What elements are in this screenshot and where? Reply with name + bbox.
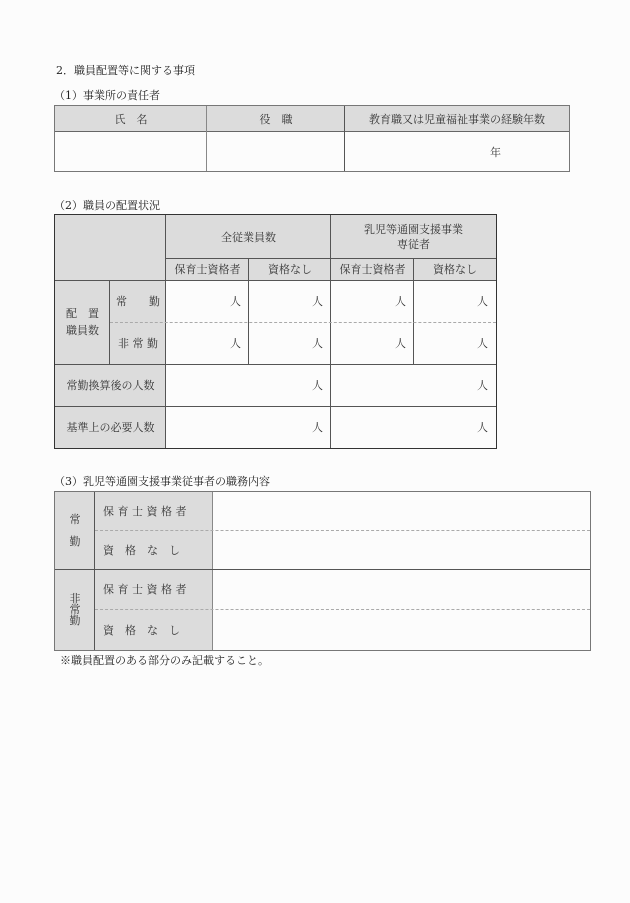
parttime-dedicated-unqualified[interactable]: 人 — [477, 337, 488, 350]
fulltime-dedicated-qualified[interactable]: 人 — [395, 295, 406, 308]
subheader-unqualified-2: 資格なし — [433, 263, 477, 276]
manager-name-field[interactable] — [55, 132, 206, 171]
duties-parttime-unqualified-field[interactable] — [213, 609, 590, 650]
duties-row-label: 資 格 な し — [103, 543, 180, 557]
fulltime-all-unqualified[interactable]: 人 — [312, 295, 323, 308]
duties-table — [54, 491, 591, 651]
row-label-fte: 常勤換算後の人数 — [66, 379, 155, 392]
duties-fulltime-unqualified-field[interactable] — [213, 530, 590, 569]
note: ※職員配置のある部分のみ記載すること。 — [60, 654, 269, 667]
header-experience-years: 教育職又は児童福祉事業の経験年数 — [369, 112, 545, 126]
parttime-dedicated-qualified[interactable]: 人 — [395, 337, 406, 350]
staffing-section-title: （2）職員の配置状況 — [54, 199, 160, 212]
duties-group-parttime — [55, 569, 95, 650]
row-group-line1: 配 置 — [66, 307, 99, 320]
manager-table — [54, 105, 570, 172]
duties-row-label: 保 育 士 資 格 者 — [103, 505, 187, 518]
row-label-fulltime: 常 勤 — [116, 295, 160, 308]
row-label-parttime: 非 常 勤 — [118, 337, 158, 350]
subheader-qualified-1: 保育士資格者 — [174, 263, 241, 276]
row-group-line2: 職員数 — [66, 324, 99, 337]
duties-parttime-qualified-field[interactable] — [213, 569, 590, 609]
duties-fulltime-qualified-field[interactable] — [213, 492, 590, 530]
required-all-staff[interactable]: 人 — [312, 421, 323, 434]
group-header-line1: 乳児等通園支援事業 — [364, 222, 463, 236]
header-position: 役 職 — [259, 112, 293, 126]
duties-group-fulltime — [55, 492, 95, 569]
fulltime-all-qualified[interactable]: 人 — [230, 295, 241, 308]
header-name: 氏 名 — [114, 112, 148, 126]
years-unit: 年 — [490, 145, 501, 159]
fulltime-label-line1: 常 — [69, 512, 81, 526]
parttime-all-unqualified[interactable]: 人 — [312, 337, 323, 350]
row-group-label — [55, 280, 110, 364]
staffing-table — [54, 214, 497, 449]
manager-section-title: （1）事業所の責任者 — [54, 89, 160, 102]
section-title: 2．職員配置等に関する事項 — [56, 64, 195, 77]
row-label-required: 基準上の必要人数 — [66, 421, 155, 434]
manager-position-field[interactable] — [207, 132, 344, 171]
group-header-dedicated-staff — [331, 215, 496, 258]
group-header-all-staff: 全従業員数 — [221, 230, 276, 244]
duties-row-label: 資 格 な し — [103, 623, 180, 637]
fulltime-label-line2: 勤 — [69, 534, 81, 548]
parttime-all-qualified[interactable]: 人 — [230, 337, 241, 350]
duties-section-title: （3）乳児等通園支援事業従事者の職務内容 — [54, 475, 270, 488]
parttime-label-3: 勤 — [69, 614, 81, 627]
parttime-label-2: 常 — [69, 603, 81, 616]
subheader-unqualified-1: 資格なし — [268, 263, 312, 276]
duties-row-label: 保 育 士 資 格 者 — [103, 583, 187, 596]
required-dedicated-staff[interactable]: 人 — [477, 421, 488, 434]
group-header-line2: 専従者 — [397, 237, 430, 251]
fte-dedicated-staff[interactable]: 人 — [477, 379, 488, 392]
subheader-qualified-2: 保育士資格者 — [339, 263, 406, 276]
fte-all-staff[interactable]: 人 — [312, 379, 323, 392]
parttime-label-1: 非 — [69, 592, 81, 605]
fulltime-dedicated-unqualified[interactable]: 人 — [477, 295, 488, 308]
experience-years-field[interactable] — [345, 132, 569, 171]
